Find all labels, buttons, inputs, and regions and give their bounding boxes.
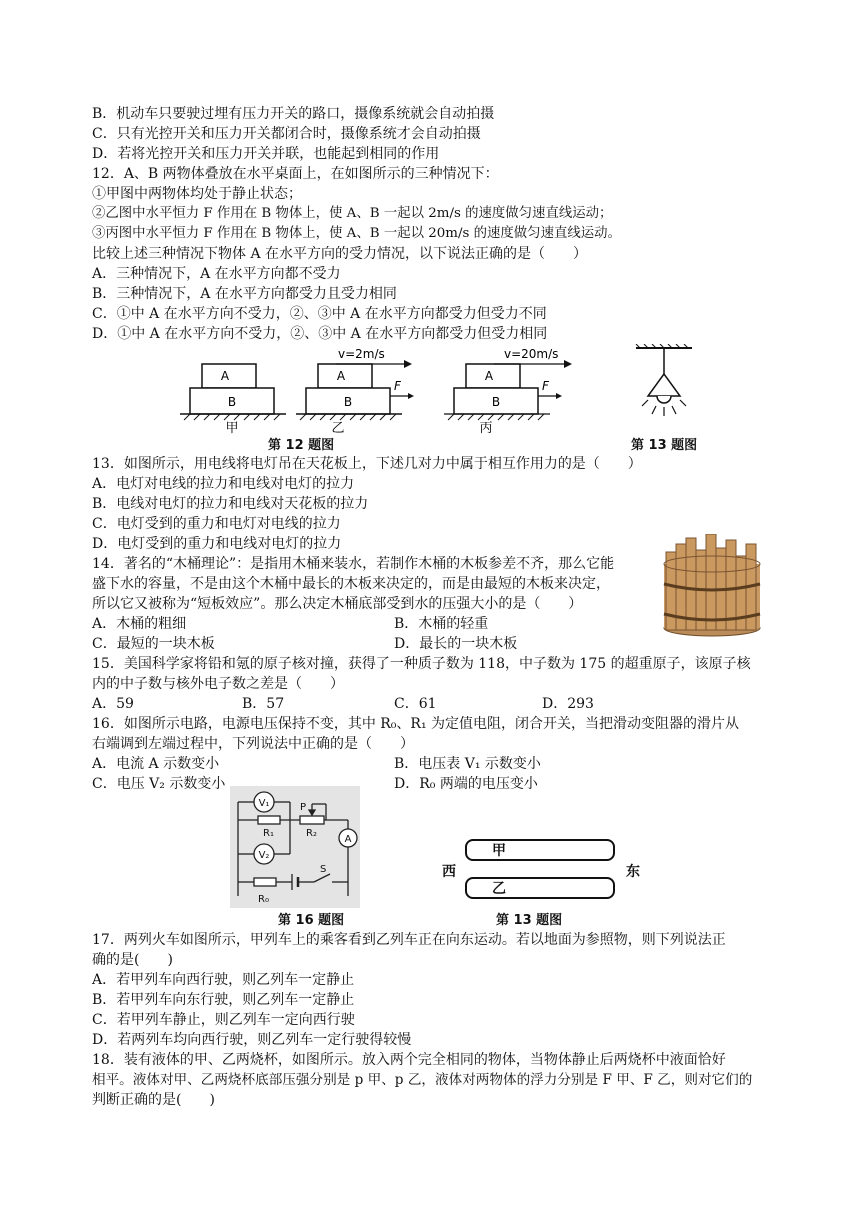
case-label-jia: 甲 — [225, 421, 239, 434]
option-13a: A．电灯对电线的拉力和电线对电灯的拉力 — [92, 476, 355, 492]
option-11c: C．只有光控开关和压力开关都闭合时，摄像系统才会自动拍摄 — [92, 126, 481, 142]
diagram-yi — [296, 347, 414, 434]
question-12-stem: 12．A、B 两物体叠放在水平桌面上，在如图所示的三种情况下： — [92, 166, 499, 182]
diagram-bing — [444, 347, 572, 434]
option-14c: C．最短的一块木板 — [92, 636, 215, 652]
question-12-case-2: ②乙图中水平恒力 F 作用在 B 物体上，使 A、B 一起以 2m/s 的速度做匀速直线运动； — [92, 206, 613, 221]
bulb — [657, 396, 671, 403]
p-label: P — [300, 802, 307, 813]
option-15c: C．61 — [394, 696, 437, 712]
block-b-label: B — [491, 395, 501, 409]
question-16-line-2: 右端调到左端过程中，下列说法中正确的是（ ） — [92, 736, 414, 752]
option-17d: D．若两列车均向西行驶，则乙列车一定行驶得较慢 — [92, 1032, 412, 1048]
option-13d: D．电灯受到的重力和电线对电灯的拉力 — [92, 536, 342, 552]
r0-label: R₀ — [258, 894, 269, 905]
option-14b: B．木桶的轻重 — [394, 616, 489, 632]
option-13b: B．电线对电灯的拉力和电线对天花板的拉力 — [92, 496, 369, 512]
option-12d: D．①中 A 在水平方向不受力，②、③中 A 在水平方向都受力但受力相同 — [92, 326, 548, 342]
option-12b: B．三种情况下，A 在水平方向都受力且受力相同 — [92, 286, 397, 302]
train-jia — [466, 840, 614, 860]
s-label: S — [320, 864, 327, 875]
figure-13-lamp-caption: 第 13 题图 — [631, 438, 698, 453]
v1-label: V₁ — [258, 798, 270, 809]
question-12-case-3: ③丙图中水平恒力 F 作用在 B 物体上，使 A、B 一起以 20m/s 的速度做匀速直线运动。 — [92, 226, 621, 241]
train-yi-label: 乙 — [492, 881, 506, 897]
option-14d: D．最长的一块木板 — [394, 636, 518, 652]
question-14-line-3: 所以它又被称为“短板效应”。那么决定木桶底部受到水的压强大小的是（ ） — [92, 596, 583, 612]
lamp-shade — [648, 374, 680, 396]
block-b-label: B — [227, 395, 237, 409]
force-label-bing: F — [542, 379, 549, 393]
train-yi — [466, 878, 614, 898]
question-15-line-1: 15．美国科学家将铅和氪的原子核对撞，获得了一种质子数为 118，中子数为 175 的超重原子，该原子核 — [92, 656, 751, 672]
figure-13-trains — [438, 834, 648, 908]
option-13c: C．电灯受到的重力和电灯对电线的拉力 — [92, 516, 341, 532]
option-16d: D．R₀ 两端的电压变小 — [394, 776, 538, 792]
figure-13-lamp — [632, 344, 700, 434]
force-label-yi: F — [394, 379, 401, 393]
option-11b: B．机动车只要驶过埋有压力开关的路口，摄像系统就会自动拍摄 — [92, 106, 495, 122]
option-12c: C．①中 A 在水平方向不受力，②、③中 A 在水平方向都受力但受力不同 — [92, 306, 547, 322]
question-16-line-1: 16．如图所示电路，电源电压保持不变，其中 R₀、R₁ 为定值电阻，闭合开关，当把滑动变阻器的滑片从 — [92, 716, 740, 732]
question-13-stem: 13．如图所示，用电线将电灯吊在天花板上，下述几对力中属于相互作用力的是（ ） — [92, 456, 642, 472]
figure-16-caption: 第 16 题图 — [278, 913, 345, 928]
option-11d: D．若将光控开关和压力开关并联，也能起到相同的作用 — [92, 146, 440, 162]
question-17-line-2: 确的是( ) — [92, 952, 173, 968]
a-label: A — [344, 834, 352, 845]
east-label: 东 — [626, 864, 640, 880]
figure-12-blocks — [180, 344, 600, 434]
option-17a: A．若甲列车向西行驶，则乙列车一定静止 — [92, 972, 355, 988]
option-16b: B．电压表 V₁ 示数变小 — [394, 756, 541, 772]
r1-label: R₁ — [263, 828, 274, 839]
case-label-bing: 丙 — [479, 421, 493, 434]
velocity-label-2: v=2m/s — [338, 347, 385, 361]
question-12-case-1: ①甲图中两物体均处于静止状态； — [92, 186, 302, 202]
question-17-line-1: 17．两列火车如图所示，甲列车上的乘客看到乙列车正在向东运动。若以地面为参照物，则下列说法正 — [92, 932, 726, 948]
option-17b: B．若甲列车向东行驶，则乙列车一定静止 — [92, 992, 355, 1008]
diagram-jia — [180, 364, 286, 434]
question-14-line-2: 盛下水的容量，不是由这个木桶中最长的木板来决定的，而是由最短的木板来决定， — [92, 576, 610, 592]
question-12-ask: 比较上述三种情况下物体 A 在水平方向的受力情况，以下说法正确的是（ ） — [92, 246, 588, 262]
option-15d: D．293 — [542, 696, 594, 712]
question-15-line-2: 内的中子数与核外电子数之差是（ ） — [92, 676, 344, 692]
question-18-line-2: 相平。液体对甲、乙两烧杯底部压强分别是 p 甲、p 乙，液体对两物体的浮力分别是 F 甲、F 乙，则对它们的 — [92, 1072, 753, 1088]
block-a-label: A — [336, 369, 346, 383]
v2-label: V₂ — [258, 850, 270, 861]
option-14a: A．木桶的粗细 — [92, 616, 187, 632]
train-jia-label: 甲 — [492, 843, 506, 859]
block-b-label: B — [343, 395, 353, 409]
question-18-line-3: 判断正确的是( ) — [92, 1092, 215, 1108]
option-15b: B．57 — [242, 696, 285, 712]
option-16c: C．电压 V₂ 示数变小 — [92, 776, 226, 792]
question-18-line-1: 18．装有液体的甲、乙两烧杯，如图所示。放入两个完全相同的物体，当物体静止后两烧杯中液面恰好 — [92, 1052, 726, 1068]
r2-label: R₂ — [306, 828, 317, 839]
case-label-yi: 乙 — [331, 421, 345, 434]
option-16a: A．电流 A 示数变小 — [92, 756, 220, 772]
figure-13-trains-caption: 第 13 题图 — [496, 913, 563, 928]
block-a-label: A — [220, 369, 230, 383]
option-17c: C．若甲列车静止，则乙列车一定向西行驶 — [92, 1012, 355, 1028]
option-12a: A．三种情况下，A 在水平方向都不受力 — [92, 266, 341, 282]
figure-16-circuit — [230, 786, 360, 908]
option-15a: A．59 — [92, 696, 134, 712]
west-label: 西 — [442, 864, 456, 880]
velocity-label-20: v=20m/s — [504, 347, 559, 361]
question-14-line-1: 14．著名的“木桶理论”：是指用木桶来装水，若制作木桶的木板参差不齐，那么它能 — [92, 556, 615, 572]
wooden-bucket-image — [656, 534, 768, 638]
figure-12-caption: 第 12 题图 — [268, 438, 335, 453]
block-a-label: A — [484, 369, 494, 383]
